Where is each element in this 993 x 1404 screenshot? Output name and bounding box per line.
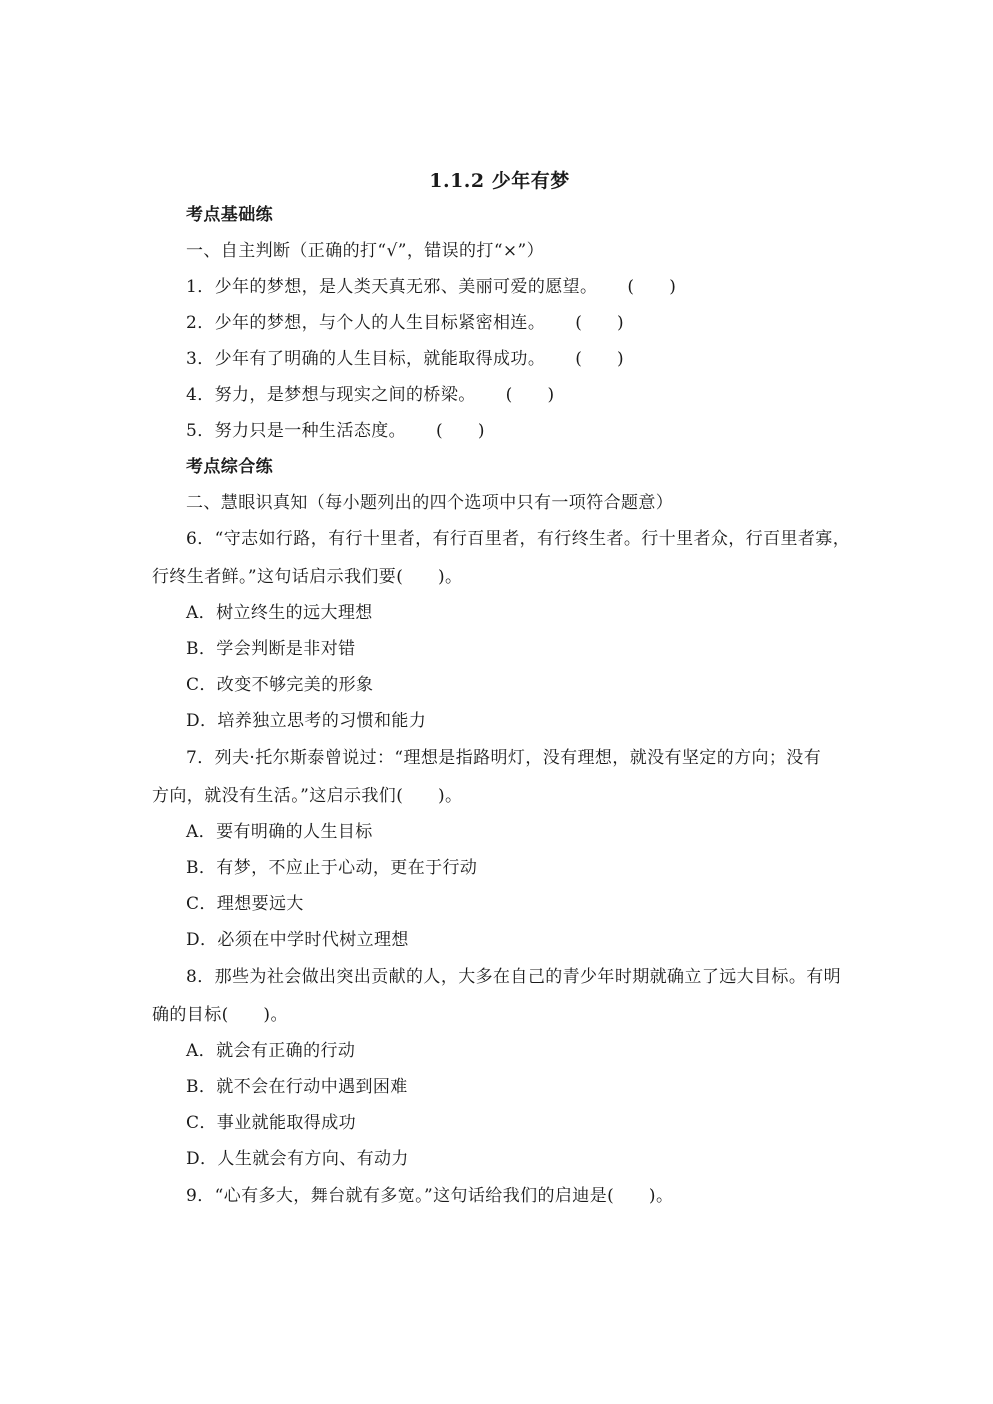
question-7-option-b[interactable]: B．有梦，不应止于心动，更在于行动	[186, 858, 478, 878]
question-8-option-b[interactable]: B．就不会在行动中遇到困难	[186, 1077, 408, 1097]
question-8-option-a[interactable]: A．就会有正确的行动	[186, 1041, 356, 1061]
question-6-option-d[interactable]: D．培养独立思考的习惯和能力	[186, 711, 427, 731]
judgment-item-text: 4．努力，是梦想与现实之间的桥梁。	[186, 385, 476, 405]
answer-blank[interactable]: ( )	[575, 313, 625, 333]
question-8-line-1: 8．那些为社会做出突出贡献的人，大多在自己的青少年时期就确立了远大目标。有明	[186, 967, 842, 987]
judgment-item-4	[186, 384, 555, 406]
judgment-item-5	[186, 420, 485, 442]
answer-blank[interactable]: ( )	[627, 277, 677, 297]
question-8-option-d[interactable]: D．人生就会有方向、有动力	[186, 1149, 409, 1169]
question-7-line-1: 7．列夫·托尔斯泰曾说过：“理想是指路明灯，没有理想，就没有坚定的方向；没有	[186, 748, 822, 768]
question-8-option-c[interactable]: C．事业就能取得成功	[186, 1113, 357, 1133]
judgment-item-3	[186, 348, 624, 370]
question-9-line-1: 9．“心有多大，舞台就有多宽。”这句话给我们的启迪是( )。	[186, 1186, 674, 1206]
question-7-option-d[interactable]: D．必须在中学时代树立理想	[186, 930, 409, 950]
section-instruction-judgment: 一、自主判断（正确的打“√”，错误的打“×”）	[186, 241, 545, 261]
question-7-option-c[interactable]: C．理想要远大	[186, 894, 304, 914]
question-8-line-2: 确的目标( )。	[152, 1005, 288, 1025]
question-6-line-2: 行终生者鲜。”这句话启示我们要( )。	[152, 567, 463, 587]
question-6-option-a[interactable]: A．树立终生的远大理想	[186, 603, 373, 623]
answer-blank[interactable]: ( )	[505, 385, 555, 405]
question-7-line-2: 方向，就没有生活。”这启示我们( )。	[152, 786, 463, 806]
judgment-item-text: 1．少年的梦想，是人类天真无邪、美丽可爱的愿望。	[186, 277, 598, 297]
answer-blank[interactable]: ( )	[575, 349, 625, 369]
question-6-option-b[interactable]: B．学会判断是非对错	[186, 639, 356, 659]
judgment-item-text: 5．努力只是一种生活态度。	[186, 421, 407, 441]
answer-blank[interactable]: ( )	[436, 421, 485, 441]
question-6-option-c[interactable]: C．改变不够完美的形象	[186, 675, 374, 695]
judgment-item-1	[186, 276, 676, 298]
section-heading-basic: 考点基础练	[186, 205, 273, 225]
judgment-item-text: 3．少年有了明确的人生目标，就能取得成功。	[186, 349, 546, 369]
judgment-item-text: 2．少年的梦想，与个人的人生目标紧密相连。	[186, 313, 546, 333]
section-heading-comprehensive: 考点综合练	[186, 457, 273, 477]
section-instruction-choice: 二、慧眼识真知（每小题列出的四个选项中只有一项符合题意）	[186, 493, 674, 513]
judgment-item-2	[186, 312, 624, 334]
question-6-line-1: 6．“守志如行路，有行十里者，有行百里者，有行终生者。行十里者众，行百里者寡，	[186, 529, 851, 549]
question-7-option-a[interactable]: A．要有明确的人生目标	[186, 822, 373, 842]
page-title: 1.1.2 少年有梦	[429, 170, 570, 192]
